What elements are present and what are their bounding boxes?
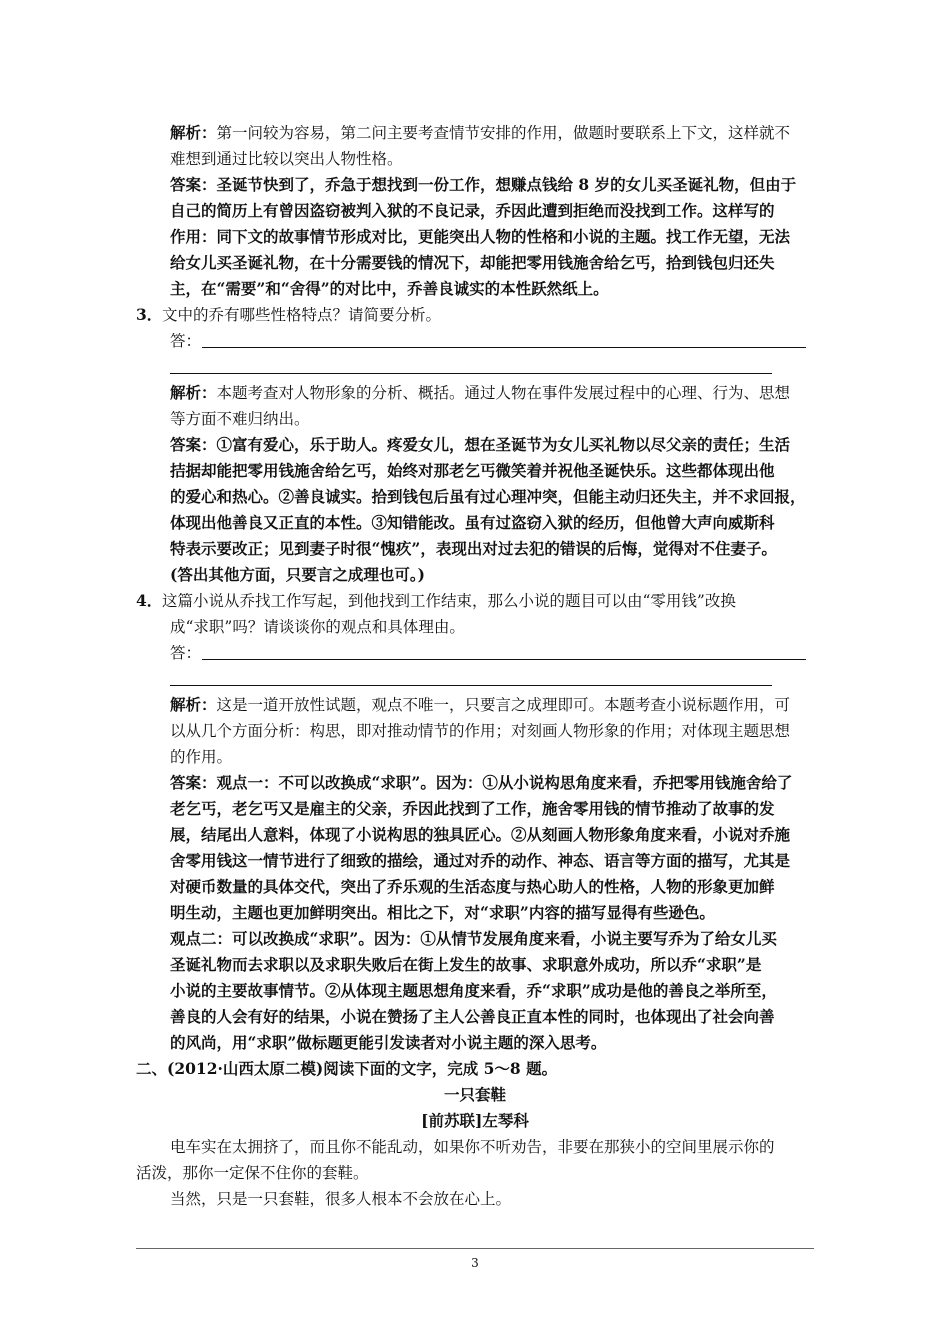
answer-prefix: 答： <box>170 332 202 350</box>
answer-line: 观点二：可以改换成“求职”。因为：①从情节发展角度来看，小说主要写乔为了给女儿买 <box>170 929 777 948</box>
answer-prefix: 答： <box>170 644 202 662</box>
analysis-line: 解析：第一问较为容易，第二问主要考查情节安排的作用，做题时要联系上下文，这样就不 <box>170 123 791 142</box>
answer-blank-line[interactable] <box>170 685 772 686</box>
answer-label: 答案： <box>170 175 217 194</box>
story-author: [前苏联]左琴科 <box>421 1111 529 1130</box>
analysis-label: 解析： <box>170 123 217 142</box>
answer-line: 答案：观点一：不可以改换成“求职”。因为：①从小说构思角度来看，乔把零用钱施舍给了 <box>170 773 793 792</box>
analysis-line: 的作用。 <box>170 748 233 766</box>
answer-line: 的风尚，用“求职”做标题更能引发读者对小说主题的深入思考。 <box>170 1033 607 1052</box>
analysis-line: 以从几个方面分析：构思，即对推动情节的作用；对刻画人物形象的作用；对体现主题思想 <box>170 722 791 740</box>
analysis-line: 等方面不难归纳出。 <box>170 410 310 428</box>
question-text: 文中的乔有哪些性格特点？请简要分析。 <box>162 306 442 324</box>
answer-line: (答出其他方面，只要言之成理也可。) <box>170 565 425 584</box>
answer-line: 圣诞礼物而去求职以及求职失败后在街上发生的故事、求职意外成功，所以乔“求职”是 <box>170 955 762 974</box>
analysis-line: 难想到通过比较以突出人物性格。 <box>170 150 403 168</box>
answer-line: 给女儿买圣诞礼物，在十分需要钱的情况下，却能把零用钱施舍给乞丐，拾到钱包归还失 <box>170 253 775 272</box>
story-paragraph: 活泼，那你一定保不住你的套鞋。 <box>136 1164 369 1182</box>
answer-label: 答案： <box>170 773 217 792</box>
answer-line: 明生动，主题也更加鲜明突出。相比之下，对“求职”内容的描写显得有些逊色。 <box>170 903 715 922</box>
story-paragraph: 电车实在太拥挤了，而且你不能乱动，如果你不听劝告，非要在那狭小的空间里展示你的 <box>170 1138 775 1156</box>
story-title: 一只套鞋 <box>443 1085 506 1104</box>
answer-line: 小说的主要故事情节。②从体现主题思想角度来看，乔“求职”成功是他的善良之举所至， <box>170 981 777 1000</box>
answer-line: 善良的人会有好的结果，小说在赞扬了主人公善良正直本性的同时，也体现出了社会向善 <box>170 1007 775 1026</box>
question-number: 4． <box>136 591 163 610</box>
answer-line: 展，结尾出人意料，体现了小说构思的独具匠心。②从刻画人物形象角度来看，小说对乔施 <box>170 825 791 844</box>
answer-line: 特表示要改正；见到妻子时很“愧疚”，表现出对过去犯的错误的后悔，觉得对不住妻子。 <box>170 539 777 558</box>
section-heading: 二、(2012·山西太原二模)阅读下面的文字，完成 5～8 题。 <box>136 1059 558 1078</box>
answer-line: 舍零用钱这一情节进行了细致的描绘，通过对乔的动作、神态、语言等方面的描写，尤其是 <box>170 851 791 870</box>
answer-label: 答案： <box>170 435 217 454</box>
answer-line: 作用：同下文的故事情节形成对比，更能突出人物的性格和小说的主题。找工作无望，无法 <box>170 227 791 246</box>
question-text: 成“求职”吗？请谈谈你的观点和具体理由。 <box>170 618 465 636</box>
page-number: 3 <box>471 1256 479 1270</box>
answer-blank-line[interactable] <box>202 347 806 348</box>
answer-line: 的爱心和热心。②善良诚实。拾到钱包后虽有过心理冲突，但能主动归还失主，并不求回报， <box>170 487 806 506</box>
answer-line: 答案：①富有爱心，乐于助人。疼爱女儿，想在圣诞节为女儿买礼物以尽父亲的责任；生活 <box>170 435 791 454</box>
answer-blank-line[interactable] <box>202 659 806 660</box>
analysis-label: 解析： <box>170 695 217 714</box>
answer-line: 拮据却能把零用钱施舍给乞丐，始终对那老乞丐微笑着并祝他圣诞快乐。这些都体现出他 <box>170 461 775 480</box>
question-text: 这篇小说从乔找工作写起，到他找到工作结束，那么小说的题目可以由“零用钱”改换 <box>162 592 736 610</box>
answer-blank-line[interactable] <box>170 373 772 374</box>
answer-line: 自己的简历上有曾因盗窃被判入狱的不良记录，乔因此遭到拒绝而没找到工作。这样写的 <box>170 201 775 220</box>
analysis-label: 解析： <box>170 383 217 402</box>
analysis-line: 解析：本题考查对人物形象的分析、概括。通过人物在事件发展过程中的心理、行为、思想 <box>170 383 791 402</box>
answer-line: 对硬币数量的具体交代，突出了乔乐观的生活态度与热心助人的性格，人物的形象更加鲜 <box>170 877 775 896</box>
answer-line: 答案：圣诞节快到了，乔急于想找到一份工作，想赚点钱给 8 岁的女儿买圣诞礼物，但由于 <box>170 175 797 194</box>
analysis-line: 解析：这是一道开放性试题，观点不唯一，只要言之成理即可。本题考查小说标题作用，可 <box>170 695 791 714</box>
answer-line: 体现出他善良又正直的本性。③知错能改。虽有过盗窃入狱的经历，但他曾大声向威斯科 <box>170 513 775 532</box>
answer-line: 主，在“需要”和“舍得”的对比中，乔善良诚实的本性跃然纸上。 <box>170 279 609 298</box>
answer-line: 老乞丐，老乞丐又是雇主的父亲，乔因此找到了工作，施舍零用钱的情节推动了故事的发 <box>170 799 775 818</box>
story-paragraph: 当然，只是一只套鞋，很多人根本不会放在心上。 <box>170 1190 512 1208</box>
question-number: 3． <box>136 305 163 324</box>
footer-divider <box>136 1248 814 1249</box>
